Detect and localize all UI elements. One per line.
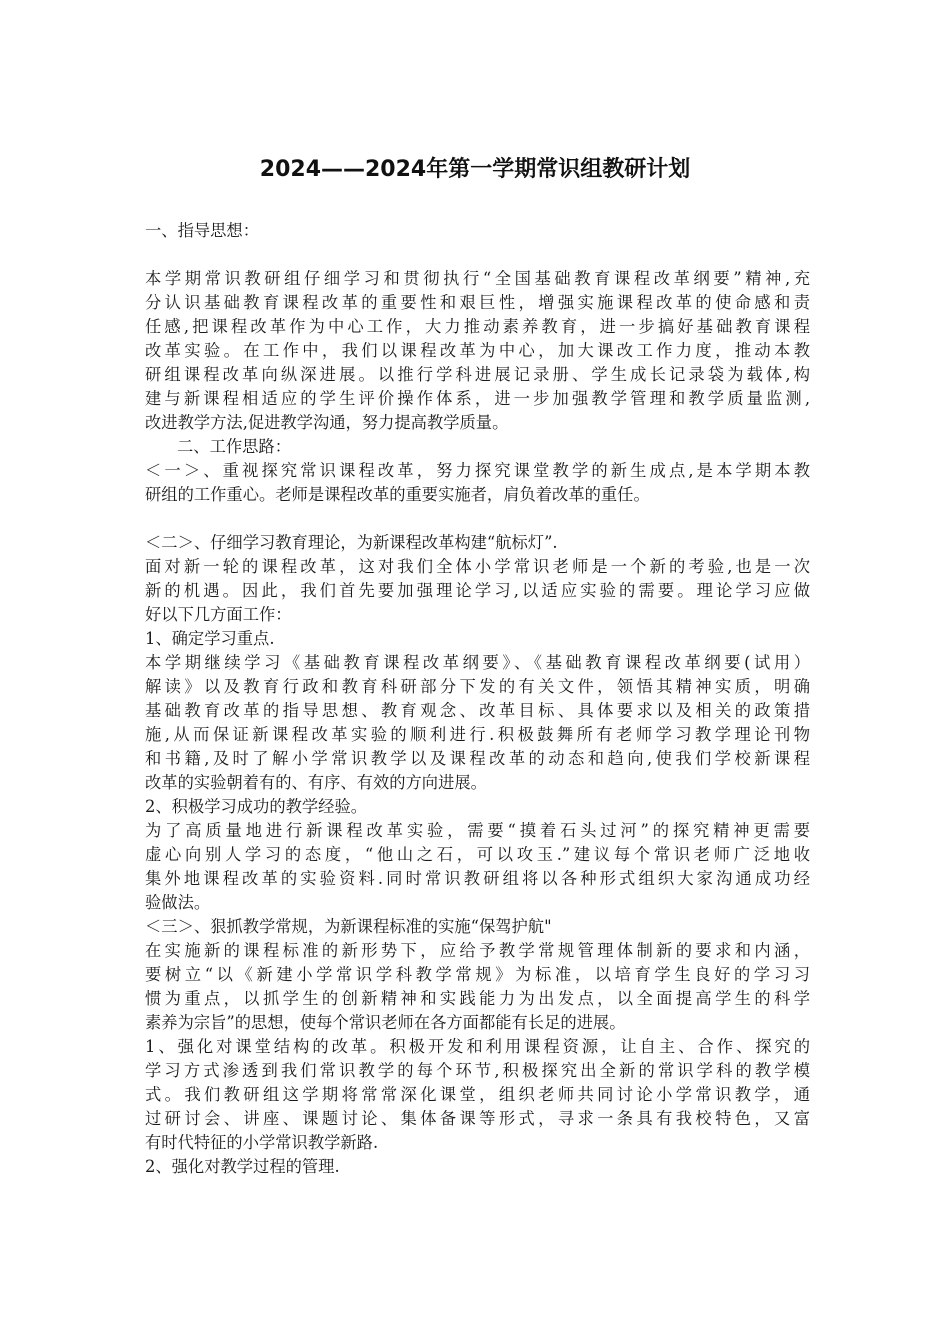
paragraph-line: 要树立“以《新建小学常识学科教学常规》为标准，以培育学生良好的学习习 <box>145 965 810 984</box>
paragraph-line: 惯为重点，以抓学生的创新精神和实践能力为出发点，以全面提高学生的科学 <box>145 989 810 1008</box>
blank-line <box>145 507 810 531</box>
paragraph-line: ＜三＞、狠抓教学常规，为新课程标准的实施“保驾护航" <box>145 917 552 936</box>
paragraph-line: 基础教育改革的指导思想、教育观念、改革目标、具体要求以及相关的政策措 <box>145 701 810 720</box>
document-body <box>145 219 810 1179</box>
paragraph-line: 本学期常识教研组仔细学习和贯彻执行“全国基础教育课程改革纲要”精神,充 <box>145 269 810 288</box>
paragraph-line: 建与新课程相适应的学生评价操作体系，进一步加强教学管理和教学质量监测, <box>145 389 810 408</box>
blank-line <box>145 243 810 267</box>
paragraph-line: 验做法。 <box>145 893 211 912</box>
paragraph-line: 本学期继续学习《基础教育课程改革纲要》、《基础教育课程改革纲要(试用） <box>145 653 810 672</box>
paragraph-line: 2、积极学习成功的教学经验。 <box>145 797 368 816</box>
paragraph-line: 解读》以及教育行政和教育科研部分下发的有关文件，领悟其精神实质，明确 <box>145 677 810 696</box>
document-title: 2024——2024年第一学期常识组教研计划 <box>259 157 691 182</box>
paragraph-line: 和书籍,及时了解小学常识教学以及课程改革的动态和趋向,使我们学校新课程 <box>145 749 810 768</box>
paragraph-line: 二、工作思路： <box>177 437 291 456</box>
paragraph-line: 学习方式渗透到我们常识教学的每个环节,积极探究出全新的常识学科的教学模 <box>145 1061 810 1080</box>
paragraph-line: 研组的工作重心。老师是课程改革的重要实施者，肩负着改革的重任。 <box>145 485 650 504</box>
paragraph-line: 虚心向别人学习的态度，“他山之石，可以攻玉.”建议每个常识老师广泛地收 <box>145 845 810 864</box>
paragraph-line: 在实施新的课程标准的新形势下，应给予教学常规管理体制新的要求和内涵， <box>145 941 810 960</box>
paragraph-line: ＜二＞、仔细学习教育理论，为新课程改革构建“航标灯”. <box>145 533 558 552</box>
paragraph-line: 改革实验。在工作中，我们以课程改革为中心，加大课改工作力度，推动本教 <box>145 341 810 360</box>
paragraph-line: 新的机遇。因此，我们首先要加强理论学习,以适应实验的需要。理论学习应做 <box>145 581 810 600</box>
paragraph-line: 素养为宗旨”的思想，使每个常识老师在各方面都能有长足的进展。 <box>145 1013 626 1032</box>
paragraph-line: 一、指导思想： <box>145 221 259 240</box>
paragraph-line: 施,从而保证新课程改革实验的顺利进行.积极鼓舞所有老师学习教学理论刊物 <box>145 725 810 744</box>
paragraph-line: 1、强化对课堂结构的改革。积极开发和利用课程资源，让自主、合作、探究的 <box>145 1037 810 1056</box>
paragraph-line: 过研讨会、讲座、课题讨论、集体备课等形式，寻求一条具有我校特色，又富 <box>145 1109 810 1128</box>
paragraph-line: 2、强化对教学过程的管理. <box>145 1157 340 1176</box>
paragraph-line: ＜一＞、重视探究常识课程改革，努力探究课堂教学的新生成点,是本学期本教 <box>145 461 810 480</box>
paragraph-line: 式。我们教研组这学期将常常深化课堂，组织老师共同讨论小学常识教学，通 <box>145 1085 810 1104</box>
paragraph-line: 研组课程改革向纵深进展。以推行学科进展记录册、学生成长记录袋为载体,构 <box>145 365 810 384</box>
paragraph-line: 1、确定学习重点. <box>145 629 275 648</box>
paragraph-line: 好以下几方面工作： <box>145 605 292 624</box>
paragraph-line: 集外地课程改革的实验资料.同时常识教研组将以各种形式组织大家沟通成功经 <box>145 869 810 888</box>
paragraph-line: 有时代特征的小学常识教学新路. <box>145 1133 379 1152</box>
paragraph-line: 分认识基础教育课程改革的重要性和艰巨性，增强实施课程改革的使命感和责 <box>145 293 810 312</box>
paragraph-line: 改革的实验朝着有的、有序、有效的方向进展。 <box>145 773 487 792</box>
paragraph-line: 为了高质量地进行新课程改革实验，需要“摸着石头过河”的探究精神更需要 <box>145 821 810 840</box>
paragraph-line: 面对新一轮的课程改革，这对我们全体小学常识老师是一个新的考验,也是一次 <box>145 557 810 576</box>
paragraph-line: 改进教学方法,促进教学沟通，努力提高教学质量。 <box>145 413 509 432</box>
paragraph-line: 任感,把课程改革作为中心工作，大力推动素养教育，进一步搞好基础教育课程 <box>145 317 810 336</box>
